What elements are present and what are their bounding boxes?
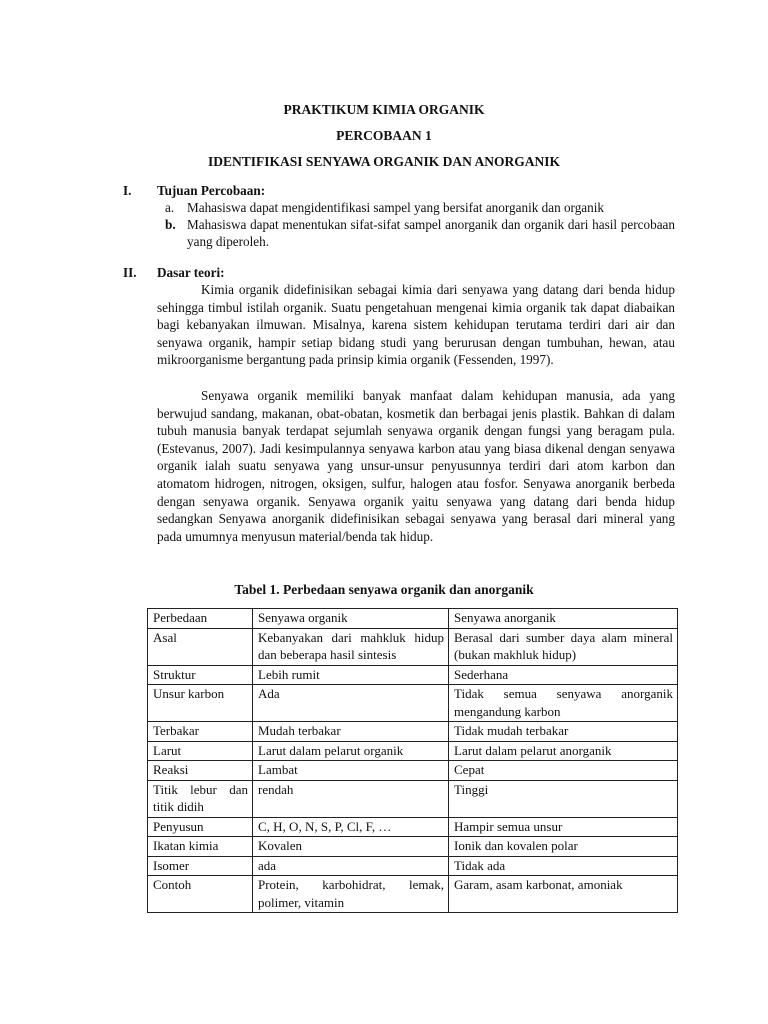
table-row — [148, 722, 678, 742]
table-cell: Ionik dan kovalen polar — [449, 837, 678, 857]
table-row — [148, 817, 678, 837]
section-1-heading: Tujuan Percobaan: — [157, 183, 266, 198]
table-cell: Isomer — [148, 856, 253, 876]
table-cell: Kovalen — [253, 837, 449, 857]
table-cell: Penyusun — [148, 817, 253, 837]
table-cell: Reaksi — [148, 761, 253, 781]
table-cell: Larut dalam pelarut organik — [253, 741, 449, 761]
table-row — [148, 685, 678, 722]
table-cell: rendah — [253, 780, 449, 817]
objective-b-text: Mahasiswa dapat menentukan sifat-sifat sampel anorganik dan organik dari hasil percobaan yang diperoleh. — [187, 217, 675, 249]
theory-paragraph-2: Senyawa organik memiliki banyak manfaat dalam kehidupan manusia, ada yang berwujud sandang, makanan, obat-obatan, kosmetik dan berbagai jenis plastik. Bahkan di dalam tubuh manusia banyak terdapat sejumlah senyawa organik dengan fungsi yang beragam pula. (Estevanus, 2007). Jadi kesimpulannya senyawa karbon atau yang biasa dikenal dengan senyawa organik ialah suatu senyawa yang unsur-unsur penyusunnya terdiri dari atom karbon dan atomatom hidrogen, nitrogen, oksigen, sulfur, halogen atau fosfor. Senyawa anorganik berbeda dengan senyawa organik. Senyawa organik yaitu senyawa yang datang dari benda hidup sedangkan Senyawa anorganik didefinisikan sebagai senyawa yang berasal dari mineral yang pada umumnya menyusun material/benda tak hidup. — [157, 388, 675, 544]
table-cell: Tidak mudah terbakar — [449, 722, 678, 742]
table-row — [148, 837, 678, 857]
section-2-heading: Dasar teori: — [157, 265, 225, 280]
section-1-number: I. — [123, 183, 132, 198]
table-row — [148, 876, 678, 913]
table-cell: Garam, asam karbonat, amoniak — [449, 876, 678, 913]
theory-paragraph-1: Kimia organik didefinisikan sebagai kimia dari senyawa yang datang dari benda hidup sehingga timbul istilah organik. Suatu pengetahuan mengenai kimia organik tak dapat diabaikan bagi kebanyakan ilmuwan. Misalnya, karena sistem kehidupan terutama terdiri dari air dan senyawa organik, hampir setiap bidang studi yang berurusan dengan tumbuhan, hewan, atau mikroorganisme bergantung pada prinsip kimia organik (Fessenden, 1997). — [157, 282, 675, 368]
table-cell: Kebanyakan dari mahkluk hidup dan beberapa hasil sintesis — [253, 628, 449, 665]
table-cell: Unsur karbon — [148, 685, 253, 722]
table-row — [148, 628, 678, 665]
objective-a-text: Mahasiswa dapat mengidentifikasi sampel yang bersifat anorganik dan organik — [187, 200, 605, 215]
experiment-subtitle: IDENTIFIKASI SENYAWA ORGANIK DAN ANORGANIK — [207, 154, 561, 169]
table-cell: Sederhana — [449, 665, 678, 685]
table-cell: Terbakar — [148, 722, 253, 742]
table-cell: Larut — [148, 741, 253, 761]
header-cell: Senyawa anorganik — [449, 609, 678, 629]
table-cell: Contoh — [148, 876, 253, 913]
objective-a-letter: a. — [165, 200, 175, 215]
objective-b-letter: b. — [165, 217, 176, 232]
table-cell: Ikatan kimia — [148, 837, 253, 857]
table-row — [148, 780, 678, 817]
table-cell: Hampir semua unsur — [449, 817, 678, 837]
table-header-row — [148, 609, 678, 629]
table-cell: Lebih rumit — [253, 665, 449, 685]
table-cell: Asal — [148, 628, 253, 665]
table-cell: Tidak ada — [449, 856, 678, 876]
table-cell: ada — [253, 856, 449, 876]
experiment-number: PERCOBAAN 1 — [336, 128, 432, 143]
table-row — [148, 856, 678, 876]
comparison-table — [147, 608, 678, 913]
table-cell: C, H, O, N, S, P, Cl, F, … — [253, 817, 449, 837]
table-cell: Larut dalam pelarut anorganik — [449, 741, 678, 761]
section-2-number: II. — [123, 265, 137, 280]
table-row — [148, 741, 678, 761]
header-cell: Perbedaan — [148, 609, 253, 629]
table-caption: Tabel 1. Perbedaan senyawa organik dan anorganik — [234, 582, 534, 597]
table-cell: Lambat — [253, 761, 449, 781]
header-cell: Senyawa organik — [253, 609, 449, 629]
table-cell: Cepat — [449, 761, 678, 781]
table-row — [148, 761, 678, 781]
table-cell: Struktur — [148, 665, 253, 685]
document-title: PRAKTIKUM KIMIA ORGANIK — [283, 102, 485, 117]
table-cell: Titik lebur dan titik didih — [148, 780, 253, 817]
table-cell: Ada — [253, 685, 449, 722]
table-cell: Tinggi — [449, 780, 678, 817]
table-cell: Tidak semua senyawa anorganik mengandung karbon — [449, 685, 678, 722]
table-row — [148, 665, 678, 685]
table-cell: Protein, karbohidrat, lemak, polimer, vitamin — [253, 876, 449, 913]
table-cell: Berasal dari sumber daya alam mineral (bukan makhluk hidup) — [449, 628, 678, 665]
table-cell: Mudah terbakar — [253, 722, 449, 742]
